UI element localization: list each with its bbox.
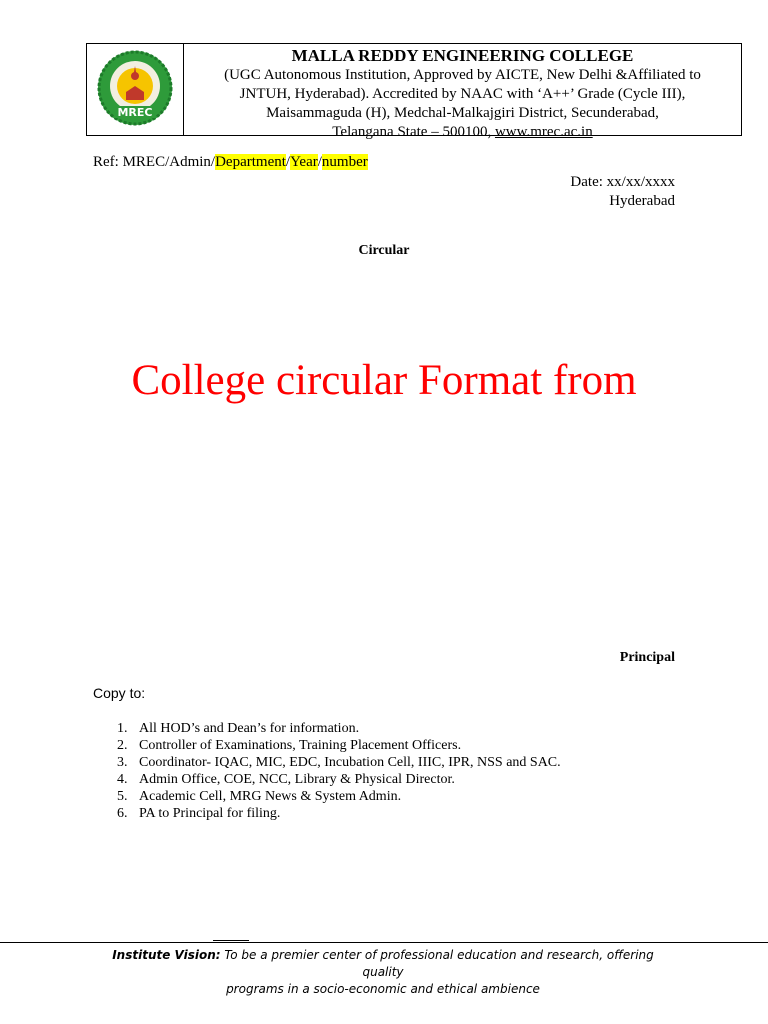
address-line: JNTUH, Hyderabad). Accredited by NAAC with ‘A++’ Grade (Cycle III), (239, 86, 686, 102)
circular-title: Circular (358, 243, 410, 258)
footer-vision (100, 947, 666, 998)
logo-text: MREC (117, 106, 153, 119)
ref-sep: / (317, 154, 322, 170)
address-prefix: Telangana State – 500100, (332, 124, 495, 140)
body-text: College circular Format from (131, 357, 637, 404)
date-block (570, 173, 675, 211)
footer-line-2: programs in a socio-economic and ethical ambience (226, 982, 540, 996)
list-number: 6. (117, 806, 128, 821)
ref-year: Year (290, 154, 318, 170)
list-item (117, 805, 561, 822)
ref-department: Department (215, 154, 286, 170)
footer-label: Institute Vision: (112, 948, 221, 962)
date-label: Date: xx/xx/xxxx (570, 174, 675, 190)
list-text: Controller of Examinations, Training Placement Officers. (139, 738, 462, 753)
list-item (117, 771, 561, 788)
signatory: Principal (619, 650, 675, 665)
footer-line-1: To be a premier center of professional education and research, offering quality (220, 948, 654, 979)
list-item (117, 737, 561, 754)
list-number: 4. (117, 772, 128, 787)
college-logo (96, 48, 174, 130)
ref-sep: / (285, 154, 291, 170)
address-line: Maisammaguda (H), Medchal-Malkajgiri District, Secunderabad, (266, 105, 659, 121)
footer-divider-accent (213, 940, 249, 941)
letterhead (86, 43, 742, 140)
footer-divider (0, 942, 768, 943)
ref-prefix: Ref: MREC/Admin/ (93, 154, 216, 170)
address-line (184, 123, 741, 142)
list-item (117, 720, 561, 737)
list-text: PA to Principal for filing. (139, 806, 281, 821)
logo-cell (87, 44, 184, 135)
letterhead-text (184, 44, 741, 142)
copy-to-label: Copy to: (93, 685, 146, 701)
address-line: (UGC Autonomous Institution, Approved by AICTE, New Delhi &Affiliated to (224, 67, 701, 83)
copy-to-list (117, 720, 561, 822)
list-number: 5. (117, 789, 128, 804)
list-item (117, 754, 561, 771)
list-text: All HOD’s and Dean’s for information. (139, 721, 360, 736)
reference-line (93, 154, 368, 171)
college-name: MALLA REDDY ENGINEERING COLLEGE (291, 46, 634, 65)
ref-number: number (321, 154, 368, 170)
list-text: Admin Office, COE, NCC, Library & Physical Director. (139, 772, 455, 787)
list-number: 1. (117, 721, 128, 736)
list-number: 2. (117, 738, 128, 753)
list-text: Academic Cell, MRG News & System Admin. (139, 789, 402, 804)
date-place: Hyderabad (609, 193, 675, 209)
list-text: Coordinator- IQAC, MIC, EDC, Incubation Cell, IIIC, IPR, NSS and SAC. (139, 755, 561, 770)
website-link[interactable]: www.mrec.ac.in (494, 124, 593, 140)
list-number: 3. (117, 755, 128, 770)
list-item (117, 788, 561, 805)
